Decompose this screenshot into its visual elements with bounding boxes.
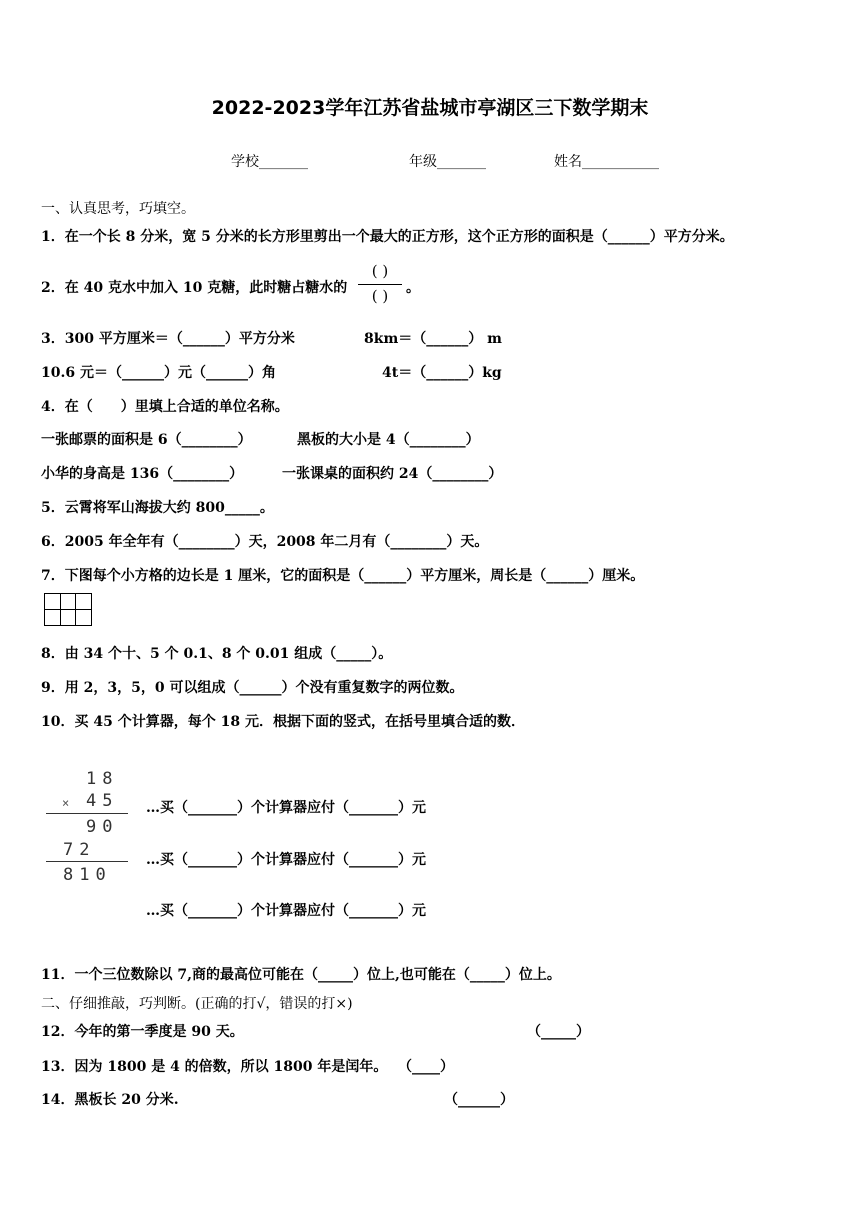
question-12: 12．今年的第一季度是 90 天。 [41,1024,244,1040]
question-6: 6．2005 年全年有（________）天，2008 年二月有（________）天。 [41,534,489,550]
question-2-end: 。 [406,280,420,296]
question-2: 2．在 40 克水中加入 10 克糖，此时糖占糖水的 [41,280,348,296]
question-13: 13．因为 1800 是 4 的倍数，所以 1800 年是闰年。 [41,1059,388,1075]
question-4c: 小华的身高是 136（________） [41,466,244,482]
grid-figure [44,593,92,626]
question-11: 11．一个三位数除以 7,商的最高位可能在（_____）位上,也可能在（_____）位上。 [41,967,561,983]
question-14-blank: （______） [444,1092,514,1108]
fraction-bar [358,284,402,285]
question-4: 4．在（ ）里填上合适的单位名称。 [41,399,289,415]
calc-row-multiplier: 45 [86,791,119,811]
name-field: 姓名___________ [554,154,659,170]
question-7: 7．下图每个小方格的边长是 1 厘米，它的面积是（______）平方厘米，周长是（______）厘米。 [41,568,645,584]
page-title: 2022-2023学年江苏省盐城市亭湖区三下数学期末 [211,97,649,119]
section-heading-1: 一、认真思考，巧填空。 [41,201,195,217]
calc-rule [46,813,128,814]
question-1: 1．在一个长 8 分米，宽 5 分米的长方形里剪出一个最大的正方形，这个正方形的面积是（______）平方分米。 [41,229,734,245]
question-10-row-1: …买（_______）个计算器应付（_______）元 [146,800,426,816]
calc-partial-2: 72 [63,840,96,860]
question-10-row-2: …买（_______）个计算器应付（_______）元 [146,852,426,868]
fraction-blank [356,262,404,308]
question-10-row-3: …买（_______）个计算器应付（_______）元 [146,903,426,919]
question-3a: 3．300 平方厘米＝（______）平方分米 [41,331,295,347]
grade-field: 年级_______ [409,154,486,170]
question-4d: 一张课桌的面积约 24（________） [282,466,503,482]
calc-rule [46,861,128,862]
question-9: 9．用 2，3，5，0 可以组成（______）个没有重复数字的两位数。 [41,680,464,696]
fraction-denominator: ( ) [371,287,389,305]
school-field: 学校_______ [231,154,308,170]
calc-product: 810 [63,865,112,885]
question-4a: 一张邮票的面积是 6（________） [41,432,252,448]
section-heading-2: 二、仔细推敲，巧判断。(正确的打√，错误的打×) [41,996,353,1012]
question-3c: 10.6 元＝（______）元（______）角 [41,365,276,381]
question-5: 5．云霄将军山海拔大约 800_____。 [41,500,274,516]
calc-partial-1: 90 [86,817,119,837]
question-10: 10．买 45 个计算器，每个 18 元．根据下面的竖式，在括号里填合适的数． [41,714,525,730]
grid-line [45,609,91,610]
question-3b: 8km＝（______） m [364,331,502,347]
fraction-numerator: ( ) [371,262,389,280]
question-12-blank: （_____） [527,1024,590,1040]
question-4b: 黑板的大小是 4（________） [297,432,480,448]
question-14: 14．黑板长 20 分米. [41,1092,179,1108]
calc-row-multiplicand: 18 [86,769,119,789]
question-13-blank: （____） [398,1059,454,1075]
question-3d: 4t＝（______）kg [382,365,502,381]
calc-times-sign: × [62,796,76,810]
question-8: 8．由 34 个十、5 个 0.1、8 个 0.01 组成（_____）。 [41,646,393,662]
